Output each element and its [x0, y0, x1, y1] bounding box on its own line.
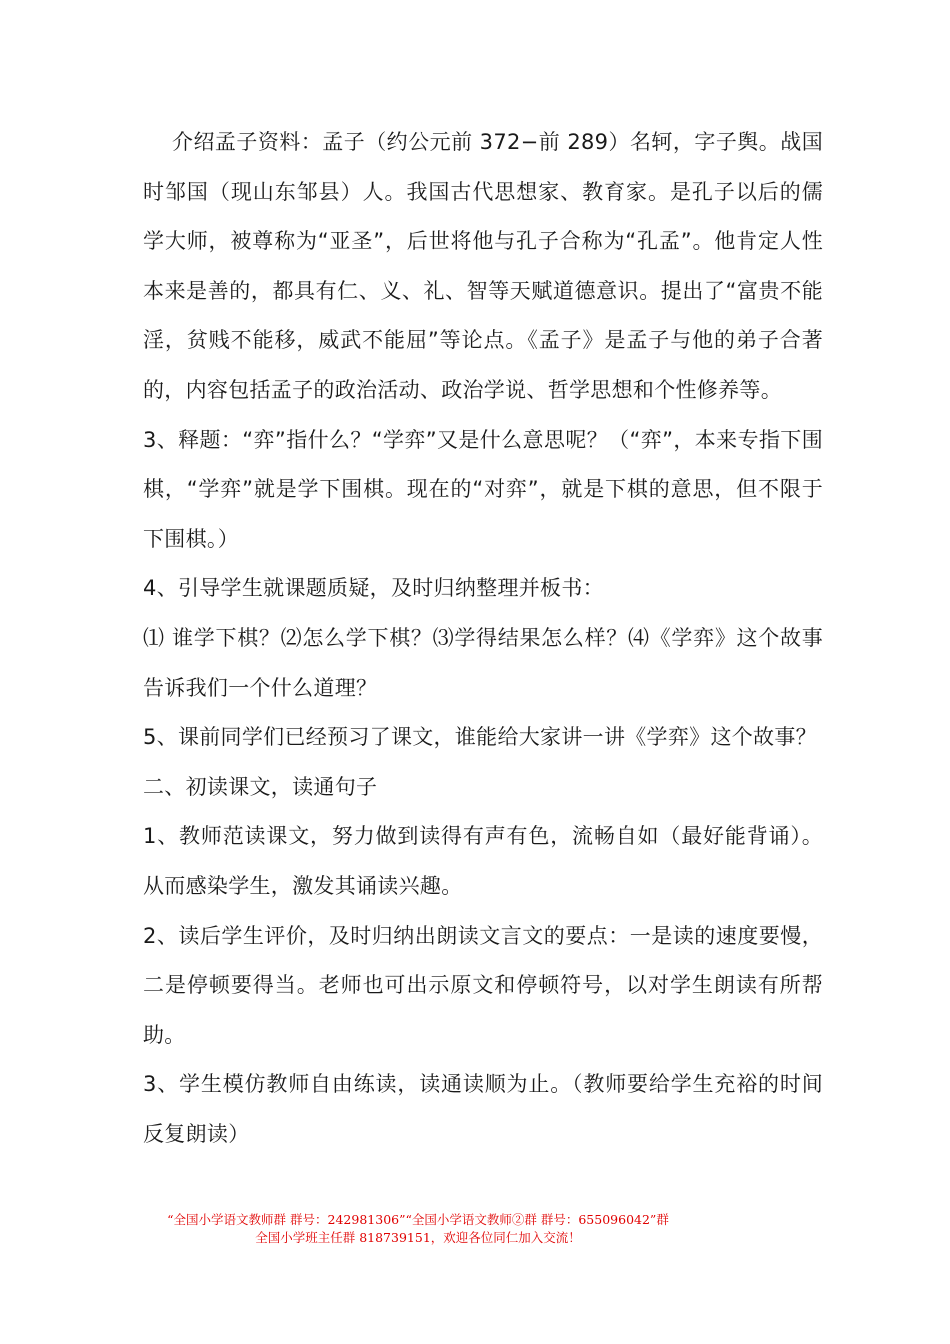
- paragraph-title-explanation: 3、释题：“弈”指什么？“学弈”又是什么意思呢？（“弈”，本来专指下围棋，“学弈”就是学下围棋。现在的“对弈”，就是下棋的意思，但不限于下围棋。）: [143, 427, 823, 551]
- paragraph-guide-questions: 4、引导学生就课题质疑，及时归纳整理并板书：: [143, 576, 604, 601]
- footer-line-1: “全国小学语文教师群 群号：242981306”“全国小学语文教师②群 群号：655096042”群: [167, 1212, 669, 1227]
- paragraph-mencius-intro: 介绍孟子资料：孟子（约公元前 372−前 289）名轲，字子舆。战国时邹国（现山东邹县）人。我国古代思想家、教育家。是孔子以后的儒学大师，被尊称为“亚圣”，后世将他与孔子合称为“孔孟”。他肯定人性本来是善的，都具有仁、义、礼、智等天赋道德意识。提出了“富贵不能淫，贫贱不能移，威武不能屈”等论点。《孟子》是孟子与他的弟子合著的，内容包括孟子的政治活动、政治学说、哲学思想和个性修养等。: [143, 130, 823, 402]
- paragraph-student-practice: 3、学生模仿教师自由练读，读通读顺为止。（教师要给学生充裕的时间反复朗读）: [143, 1072, 823, 1146]
- paragraph-story-telling: 5、课前同学们已经预习了课文，谁能给大家讲一讲《学弈》这个故事？: [143, 725, 817, 750]
- footer-line-2: 全国小学班主任群 818739151，欢迎各位同仁加入交流！: [255, 1230, 581, 1245]
- paragraph-question-list: ⑴ 谁学下棋？⑵怎么学下棋？⑶学得结果怎么样？⑷《学弈》这个故事告诉我们一个什么道理？: [143, 625, 823, 700]
- footer-notice: [0, 1211, 836, 1247]
- paragraph-teacher-reading: 1、教师范读课文，努力做到读得有声有色，流畅自如（最好能背诵）。从而感染学生，激发其诵读兴趣。: [143, 824, 823, 898]
- document-body: [143, 118, 823, 1159]
- paragraph-reading-evaluation: 2、读后学生评价，及时归纳出朗读文言文的要点：一是读的速度要慢，二是停顿要得当。老师也可出示原文和停顿符号，以对学生朗读有所帮助。: [143, 923, 823, 1047]
- section-heading-first-reading: 二、初读课文，读通句子: [143, 774, 378, 799]
